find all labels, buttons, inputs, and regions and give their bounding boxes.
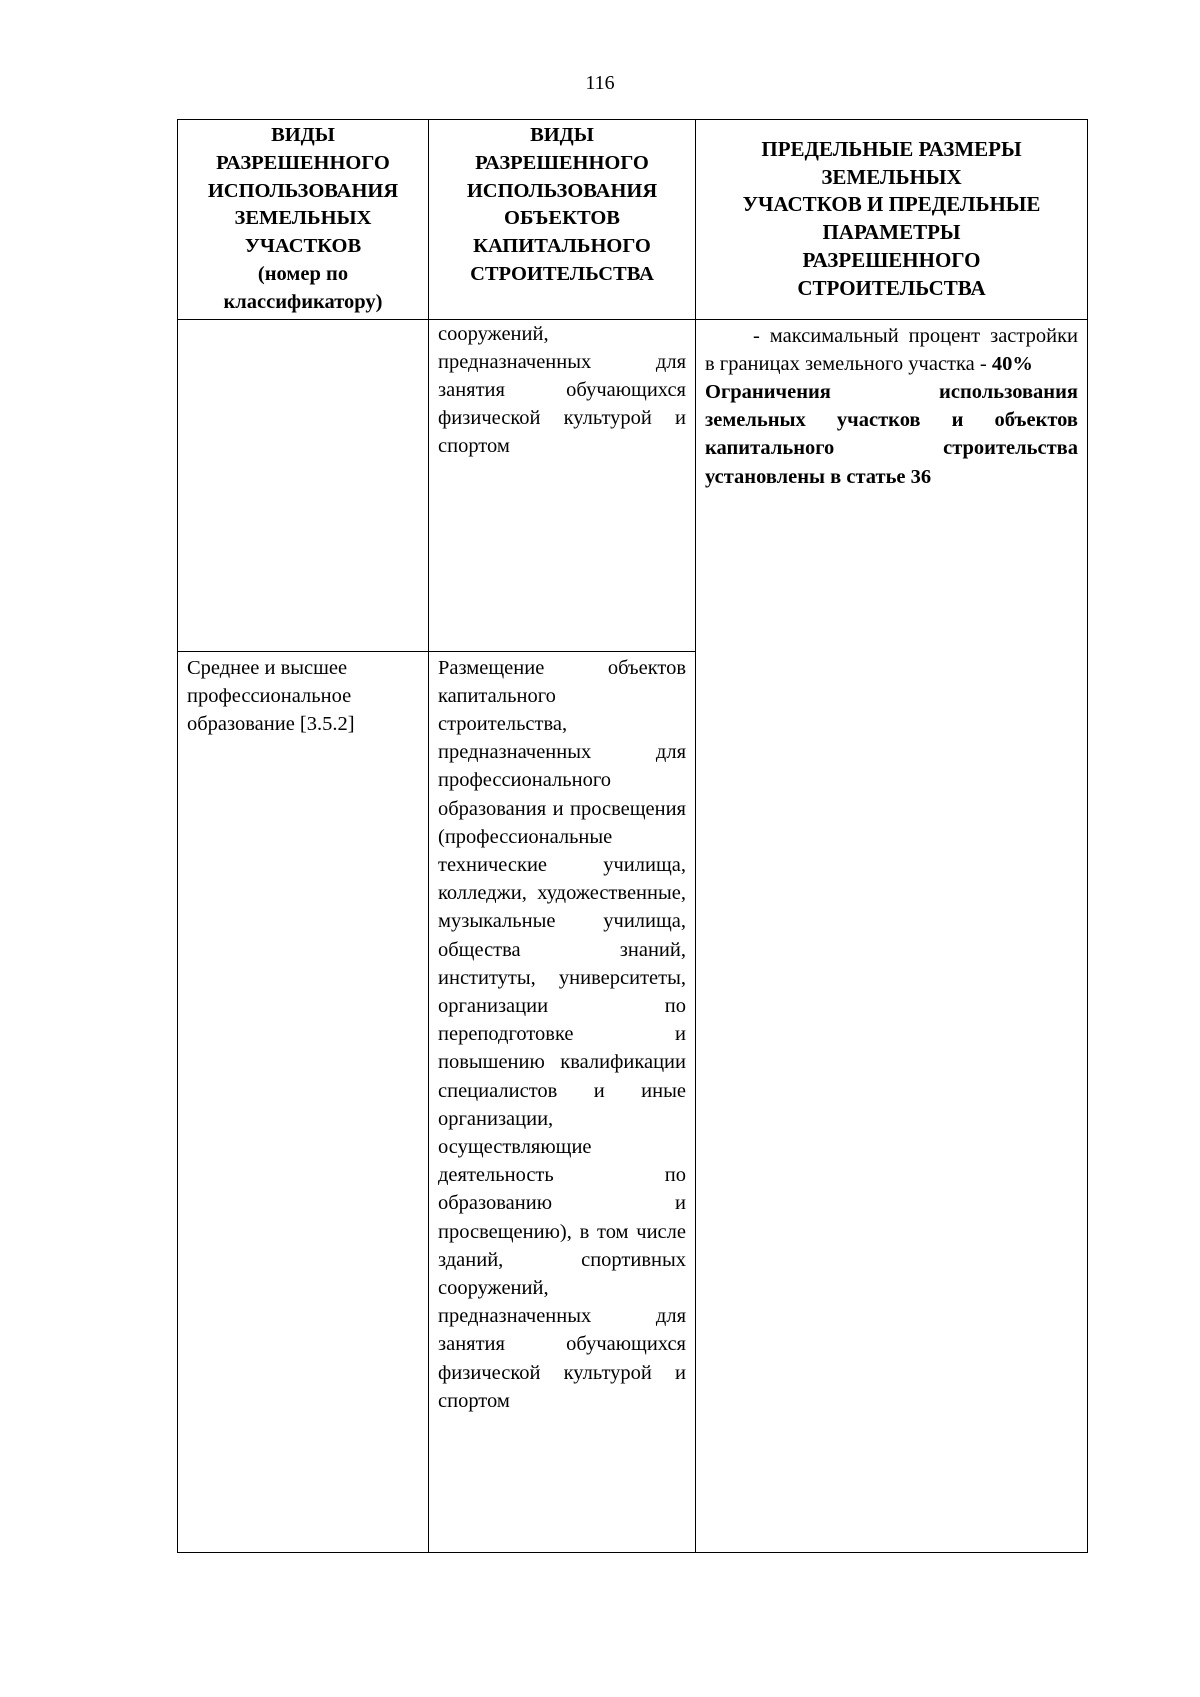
header-line: КАПИТАЛЬНОГО <box>473 235 651 258</box>
header-line: (номер по <box>257 262 349 285</box>
page-number: 116 <box>585 72 615 94</box>
land-use-type-cell <box>178 319 429 651</box>
header-line: УЧАСТКОВ И ПРЕДЕЛЬНЫЕ <box>742 192 1041 217</box>
header-line: ЗЕМЕЛЬНЫХ <box>821 164 962 189</box>
max-coverage-label: - максимальный процент застройки в границах земельного участка - <box>705 324 1078 375</box>
header-capital-construction-types <box>429 120 696 320</box>
max-coverage-text <box>705 322 1078 378</box>
header-line: ОБЪЕКТОВ <box>504 207 620 230</box>
header-line: РАЗРЕШЕННОГО <box>216 151 390 174</box>
header-line: РАЗРЕШЕННОГО <box>475 151 649 174</box>
header-line: ИСПОЛЬЗОВАНИЯ <box>466 179 658 202</box>
table-row <box>178 319 1088 651</box>
header-limit-parameters <box>696 120 1088 320</box>
header-line: классификатору) <box>223 290 383 313</box>
header-line: ИСПОЛЬЗОВАНИЯ <box>207 179 399 202</box>
header-line: ВИДЫ <box>271 124 335 146</box>
max-coverage-value: 40% <box>991 352 1033 375</box>
header-line: ПАРАМЕТРЫ <box>822 220 961 245</box>
header-line: УЧАСТКОВ <box>244 235 362 258</box>
header-line: ВИДЫ <box>530 124 594 146</box>
header-line: СТРОИТЕЛЬСТВА <box>470 262 654 285</box>
land-use-type-cell: Среднее и высшее профессиональное образование [3.5.2] <box>178 651 429 1552</box>
limit-parameters-cell <box>696 319 1088 1552</box>
header-land-use-types <box>178 120 429 320</box>
restrictions-text: Ограничения использования земельных участков и объектов капитального строительства установлены в статье 36 <box>705 380 1078 488</box>
header-line: ПРЕДЕЛЬНЫЕ РАЗМЕРЫ <box>761 136 1022 161</box>
header-line: ЗЕМЕЛЬНЫХ <box>234 207 372 230</box>
construction-type-cell: сооружений, предназначенных для занятия обучающихся физической культурой и спортом <box>429 319 696 651</box>
construction-type-cell: Размещение объектов капитального строительства, предназначенных для профессионального образования и просвещения (профессиональные технические училища, колледжи, художественные, музыкальные училища, общества знаний, институты, университеты, организации по переподготовке и повышению квалификации специалистов и иные организации, осуществляющие деятельность по образованию и просвещению), в том числе зданий, спортивных сооружений, предназначенных для занятия обучающихся физической культурой и спортом <box>429 651 696 1552</box>
table-header-row <box>178 120 1088 320</box>
header-line: СТРОИТЕЛЬСТВА <box>797 275 986 300</box>
zoning-table <box>177 119 1088 1553</box>
header-line: РАЗРЕШЕННОГО <box>802 248 981 273</box>
